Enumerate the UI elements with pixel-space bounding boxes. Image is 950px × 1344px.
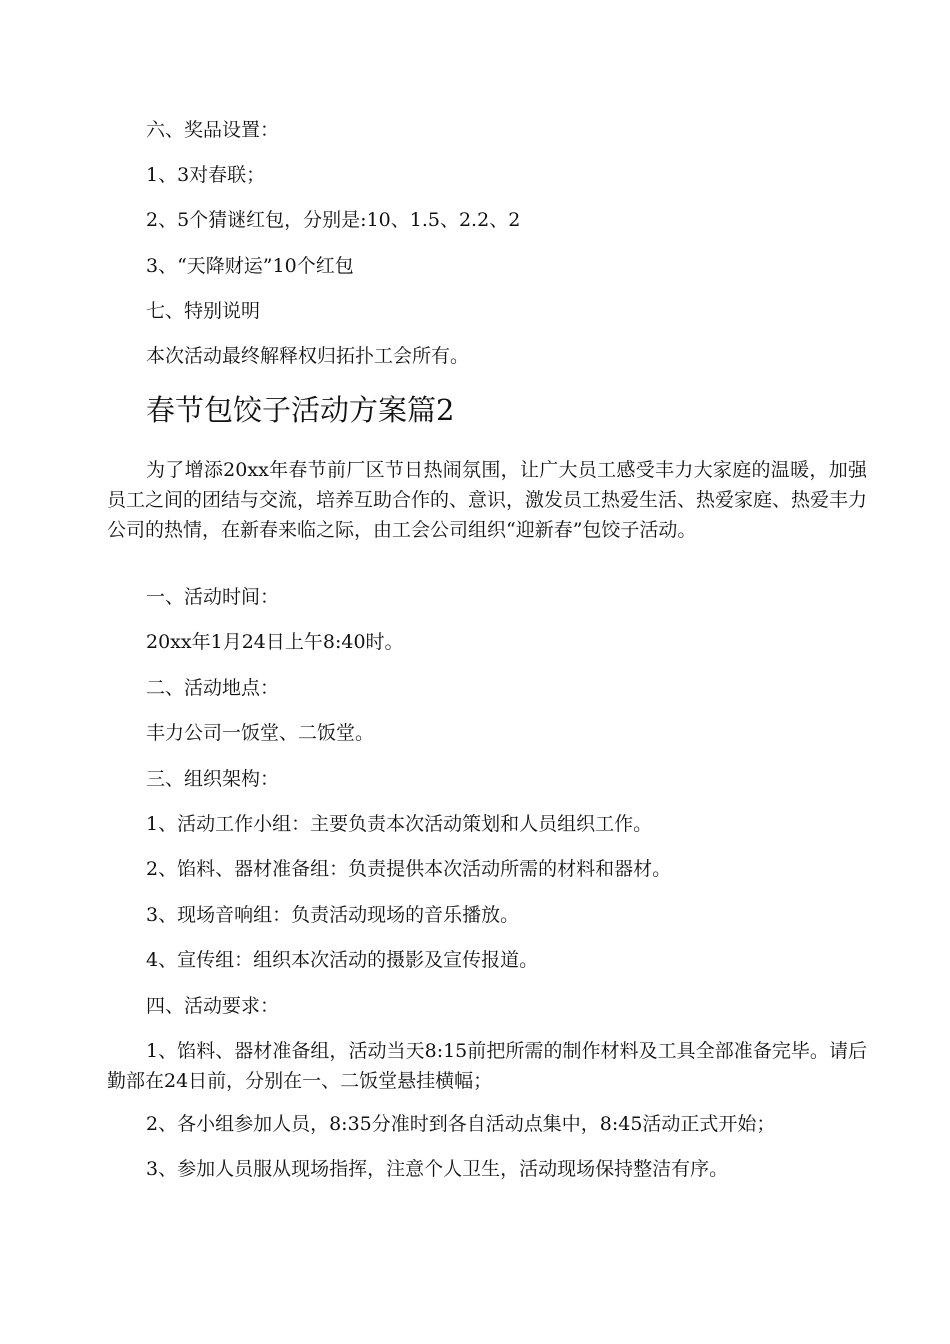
org-item-1: 1、活动工作小组：主要负责本次活动策划和人员组织工作。 <box>146 813 653 835</box>
org-item-3: 3、现场音响组：负责活动现场的音乐播放。 <box>146 904 520 926</box>
prize-item-3: 3、“天降财运”10个红包 <box>146 255 354 277</box>
requirements-heading: 四、活动要求： <box>146 995 280 1017</box>
prize-item-2: 2、5个猜谜红包，分别是:10、1.5、2.2、2 <box>146 209 521 231</box>
section-7-text: 本次活动最终解释权归拓扑工会所有。 <box>146 345 470 367</box>
org-item-2: 2、馅料、器材准备组：负责提供本次活动所需的材料和器材。 <box>146 858 672 880</box>
article-title: 春节包饺子活动方案篇2 <box>146 393 455 427</box>
org-item-4: 4、宣传组：组织本次活动的摄影及宣传报道。 <box>146 949 539 971</box>
requirement-item-3: 3、参加人员服从现场指挥，注意个人卫生，活动现场保持整洁有序。 <box>146 1158 729 1180</box>
org-heading: 三、组织架构： <box>146 768 280 790</box>
time-text: 20xx年1月24日上午8:40时。 <box>146 631 404 653</box>
time-heading: 一、活动时间： <box>146 586 280 608</box>
place-heading: 二、活动地点： <box>146 677 280 699</box>
prize-item-1: 1、3对春联； <box>146 164 266 186</box>
requirement-item-2: 2、各小组参加人员，8:35分准时到各自活动点集中，8:45活动正式开始； <box>146 1113 776 1135</box>
section-7-heading: 七、特别说明 <box>146 300 261 322</box>
place-text: 丰力公司一饭堂、二饭堂。 <box>146 722 375 744</box>
section-6-heading: 六、奖品设置： <box>146 119 280 141</box>
article-intro: 为了增添20xx年春节前厂区节日热闹氛围，让广大员工感受丰力大家庭的温暖，加强员工之间的团结与交流，培养互助合作的、意识，激发员工热爱生活、热爱家庭、热爱丰力公司的热情，在新春来临之际，由工会公司组织“迎新春”包饺子活动。 <box>107 459 868 541</box>
requirement-item-1: 1、馅料、器材准备组，活动当天8:15前把所需的制作材料及工具全部准备完毕。请后勤部在24日前，分别在一、二饭堂悬挂横幅； <box>107 1040 867 1092</box>
